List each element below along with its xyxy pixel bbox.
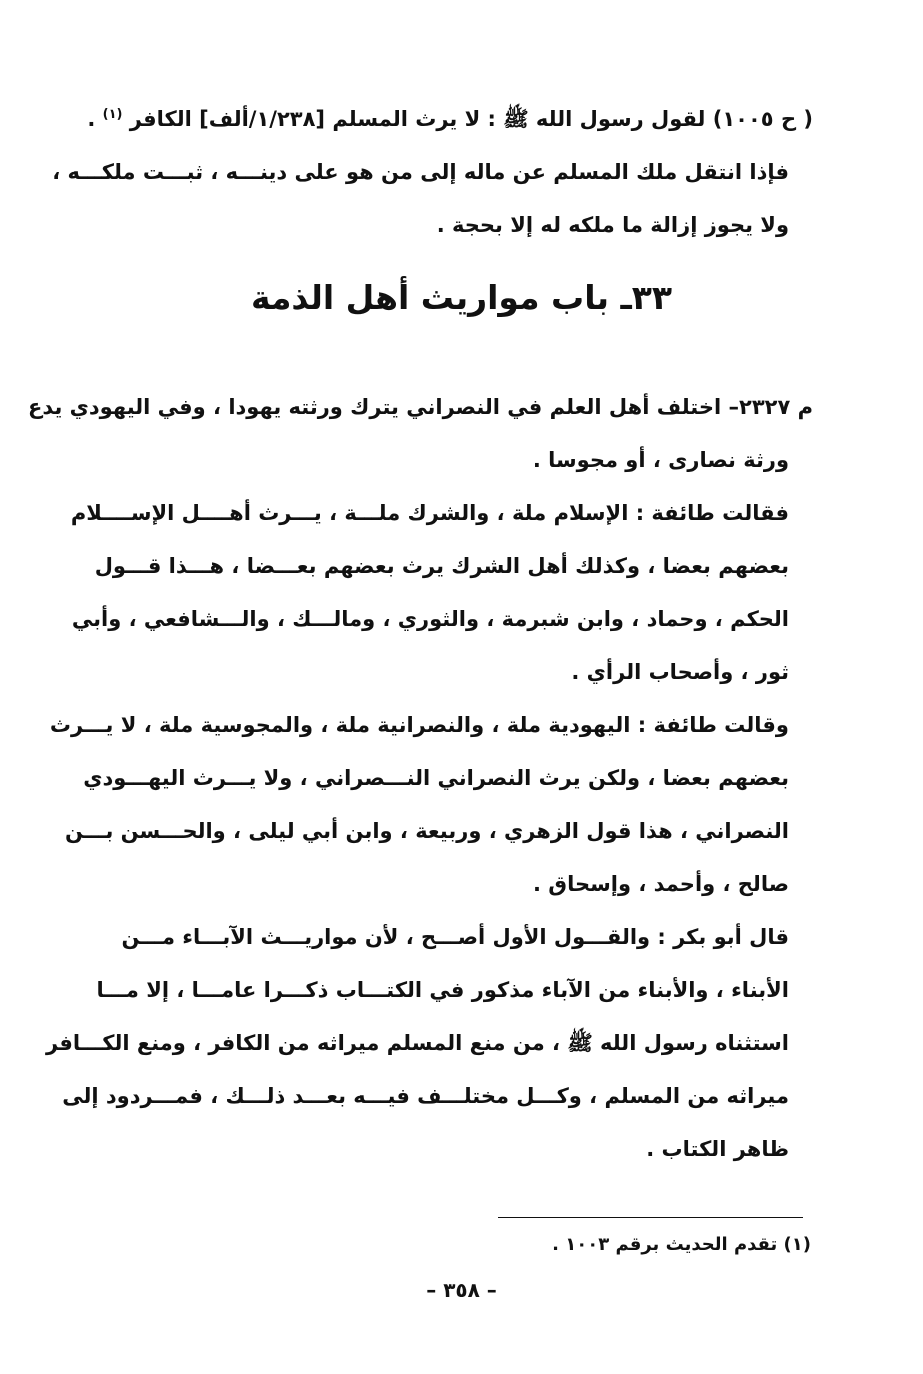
chapter-body (27, 381, 813, 1176)
chapter-heading: ٣٣ـ باب مواريث أهل الذمة (250, 278, 673, 317)
footnote-divider (498, 1217, 803, 1218)
footnote-marker: (١) (102, 107, 123, 122)
intro-line-2: فإذا انتقل ملك المسلم عن ماله إلى من هو على دينـــه ، ثبـــت ملكـــه ، (52, 160, 789, 184)
paragraph-line: الحكم ، وحماد ، وابن شبرمة ، والثوري ، ومالـــك ، والـــشافعي ، وأبي (71, 607, 789, 631)
footnote: (١) تقدم الحديث برقم ١٠٠٣ . (552, 1234, 811, 1255)
paragraph-line: م ٢٣٢٧– اختلف أهل العلم في النصراني يترك ورثته يهودا ، وفي اليهودي يدع (27, 395, 813, 419)
paragraph-line: صالح ، وأحمد ، وإسحاق . (533, 872, 789, 896)
hadith-text: ( ح ١٠٠٥) لقول رسول الله ﷺ : لا يرث المسلم [١/٢٣٨/ألف] الكافر (129, 107, 813, 131)
paragraph-line: ميراثه من المسلم ، وكـــل مختلـــف فيـــه بعـــد ذلـــك ، فمـــردود إلى (62, 1084, 789, 1108)
paragraph-line: النصراني ، هذا قول الزهري ، وربيعة ، وابن أبي ليلى ، والحـــسن بـــن (65, 819, 789, 843)
paragraph-line: فقالت طائفة : الإسلام ملة ، والشرك ملـــة ، يـــرث أهــــل الإســــلام (70, 501, 789, 525)
intro-text (52, 88, 813, 252)
paragraph-line: الأبناء ، والأبناء من الآباء مذكور في الكتـــاب ذكـــرا عامـــا ، إلا مـــا (96, 978, 789, 1002)
paragraph-line: ثور ، وأصحاب الرأي . (571, 660, 789, 684)
sentence-end: . (87, 107, 96, 131)
intro-line-1 (87, 88, 813, 146)
paragraph-line: بعضهم بعضا ، وكذلك أهل الشرك يرث بعضهم بعـــضا ، هـــذا قـــول (94, 554, 789, 578)
paragraph-line: وقالت طائفة : اليهودية ملة ، والنصرانية ملة ، والمجوسية ملة ، لا يـــرث (49, 713, 789, 737)
paragraph-line: ظاهر الكتاب . (646, 1137, 789, 1161)
paragraph-line: ورثة نصارى ، أو مجوسا . (532, 448, 789, 472)
page-number: – ٣٥٨ – (426, 1278, 497, 1302)
paragraph-line: بعضهم بعضا ، ولكن يرث النصراني النـــصراني ، ولا يـــرث اليهـــودي (83, 766, 789, 790)
paragraph-line: قال أبو بكر : والقـــول الأول أصـــح ، لأن مواريـــث الآبـــاء مـــن (121, 925, 789, 949)
intro-line-3: ولا يجوز إزالة ما ملكه له إلا بحجة . (436, 213, 789, 237)
paragraph-line: استثناه رسول الله ﷺ ، من منع المسلم ميراثه من الكافر ، ومنع الكـــافر (46, 1031, 789, 1055)
